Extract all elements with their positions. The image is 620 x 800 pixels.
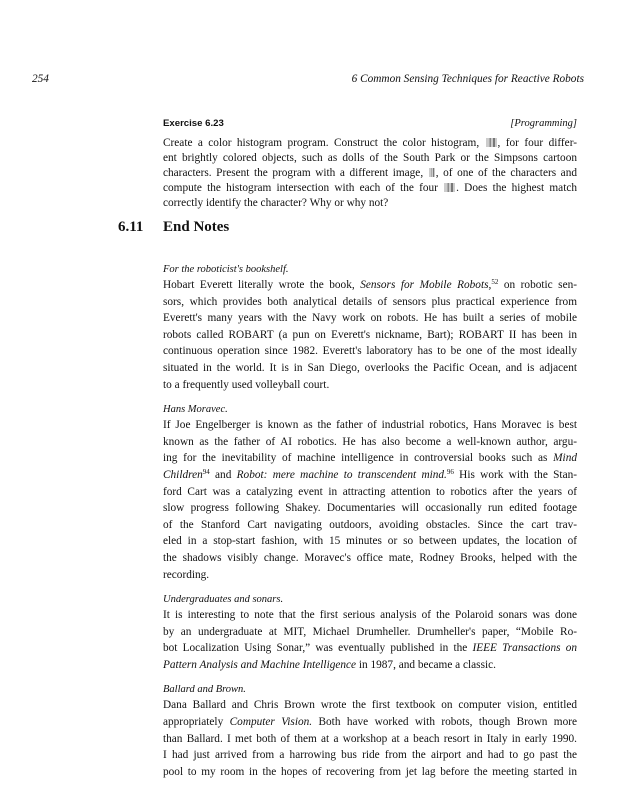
exercise-text: Create a color histogram program. Construct the color histogram, , for four differ- ent brightly colored objects, such as dolls of the South Park or the Simpsons cartoon characters. Present the program with a different image, , of one of the characters and compute the histogram intersection with each of the four . Does the highest match correctly identify the character? Why or why not? [163, 137, 577, 209]
section-heading [118, 219, 229, 236]
section-number: 6.11 [118, 219, 144, 235]
note-moravec: Hans Moravec. If Joe Engelberger is known as the father of industrial robotics, Hans Moravec is best known as the father of AI robotics. He has also become a well-known author, argu- ing for the inevitability of machine intelligence in controversial books such as Mind Children$^{94}$ and Robot: mere machine to transcendent mind.$^{96}$ His work with the Stan- ford Cart was a catalyzing event in attracting attention to robotics after the years of slow progress following Shakey. Documentaries will occasionally run edited footage of the Stanford Cart navigating outdoors, avoiding obstacles. Since the cart trav- eled in a stop-start fashion, with 15 minutes or so between updates, the location of the shadows visibly change. Moravec's office mate, Rodney Brooks, helped with the recording. [163, 404, 577, 581]
note-undergraduates: Undergraduates and sonars. It is interesting to note that the first serious analysis of the Polaroid sonars was done by an undergraduate at MIT, Michael Drumheller. Drumheller's paper, “Mobile Ro- bot Localization Using Sonar,” was eventually published in the IEEE Transactions on Pattern Analysis and Machine Intelligence in 1987, and became a classic. [163, 594, 577, 671]
exercise-kind: [Programming] [510, 118, 577, 129]
note-ballard-brown: Ballard and Brown. Dana Ballard and Chris Brown wrote the first textbook on computer vision, entitled appropriately Computer Vision. Both have worked with robots, though Brown more than Ballard. I met both of them at a workshop at a beach resort in Italy in early 1990. I had just arrived from a harrowing bus ride from the airport and had to go past the pool to my room in the hopes of recovering from jet lag before the meeting started in [163, 684, 577, 778]
note-title: Hans Moravec. [163, 404, 228, 416]
note-title: Undergraduates and sonars. [163, 594, 284, 606]
exercise-title: Exercise 6.23 [163, 118, 224, 129]
histogram-symbol-icon [444, 183, 455, 192]
section-title: End Notes [163, 219, 230, 235]
end-notes [163, 262, 577, 789]
image-symbol-icon [429, 168, 435, 177]
running-header [32, 73, 584, 87]
note-title: Ballard and Brown. [163, 684, 246, 696]
histogram-symbol-icon [486, 138, 497, 147]
note-bookshelf: For the roboticist's bookshelf. Hobart Everett literally wrote the book, Sensors for Mobile Robots,$^{52}$ on robotic sen- sors, which provides both analytical details of sensors plus practical experience from Everett's many years with the Navy work on robots. He has built a series of mobile robots called ROBART (a pun on Everett's nickname, Bart); ROBART II has been in continuous operation since 1982. Everett's laboratory has to be one of the most ideally situated in the world. It is in San Diego, overlooks the Pacific Ocean, and is adjacent to a frequently used volleyball court. [163, 264, 577, 391]
exercise-block [163, 116, 577, 211]
running-title: 6 Common Sensing Techniques for Reactive Robots [351, 73, 584, 85]
page-number: 254 [32, 73, 49, 85]
note-title: For the roboticist's bookshelf. [163, 264, 289, 275]
